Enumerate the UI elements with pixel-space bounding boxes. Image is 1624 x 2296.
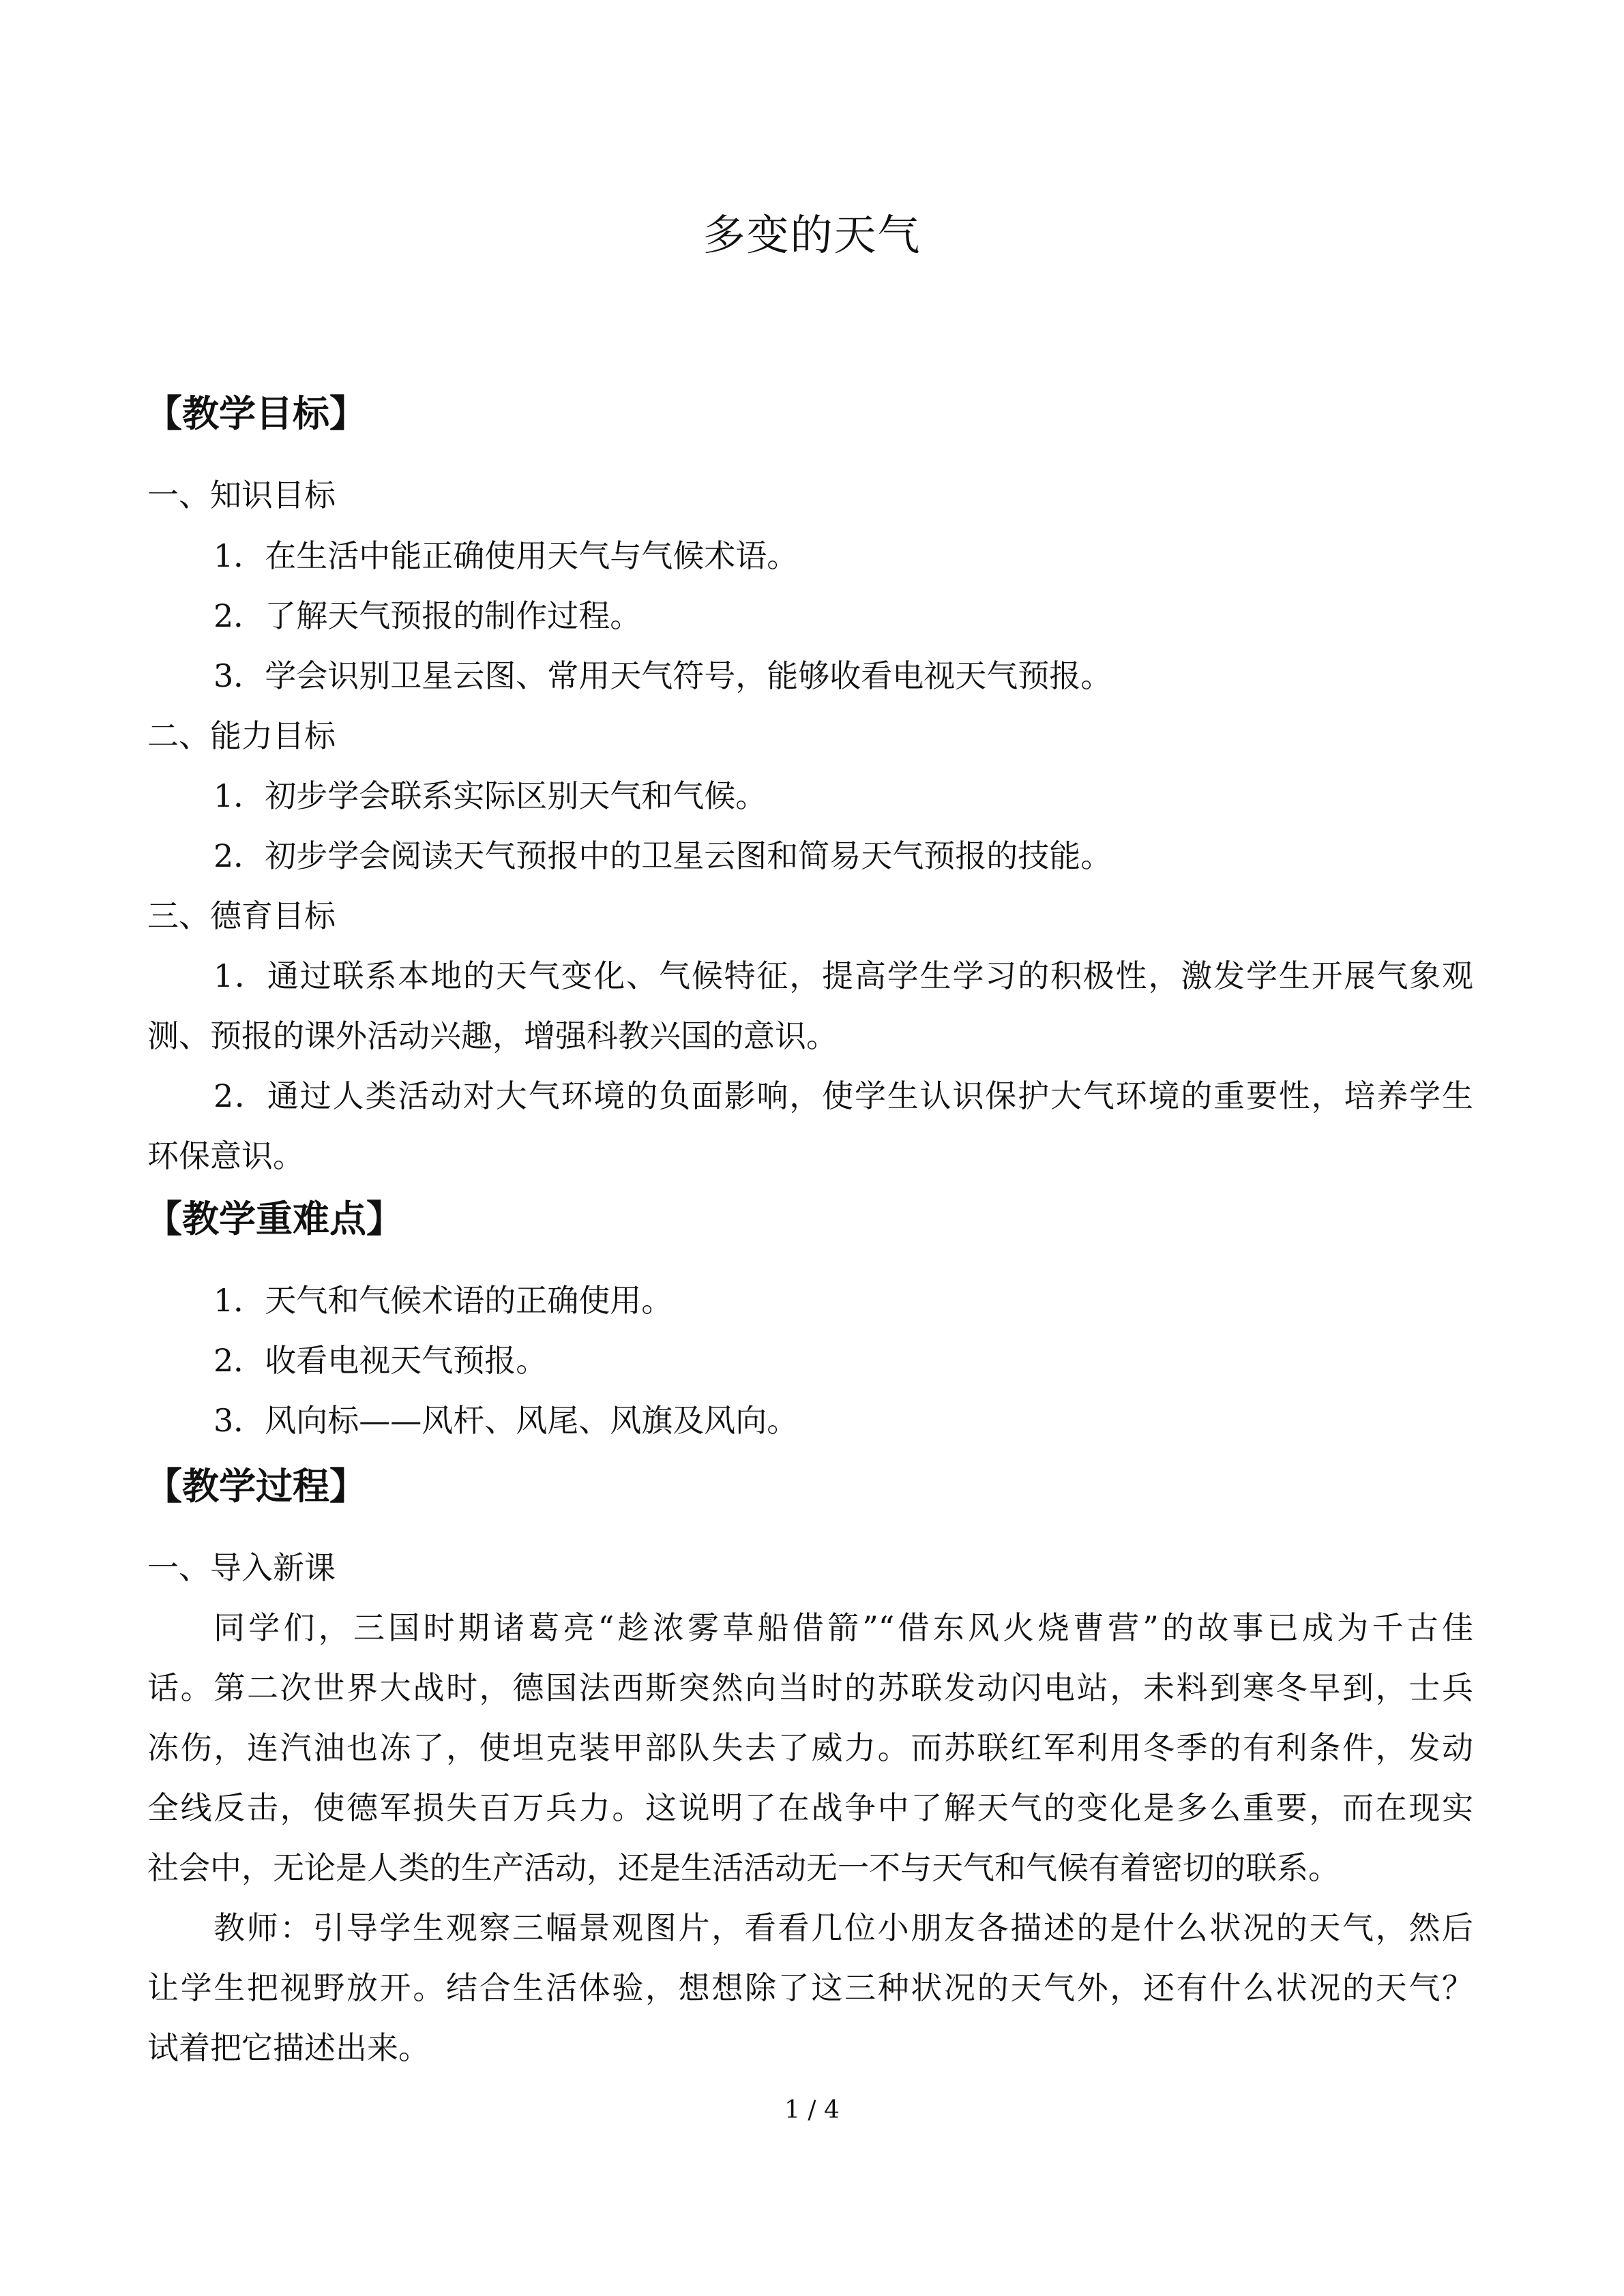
list-item: 2．收看电视天气预报。 (213, 1342, 548, 1379)
subsection-label-intro: 一、导入新课 (147, 1549, 336, 1586)
subsection-label-ability: 二、能力目标 (147, 717, 336, 754)
paragraph-line: 测、预报的课外活动兴趣，增强科教兴国的意识。 (147, 1017, 838, 1054)
paragraph-line: 1．通过联系本地的天气变化、气候特征，提高学生学习的积极性，激发学生开展气象观 (213, 957, 1473, 994)
list-item: 1．在生活中能正确使用天气与气候术语。 (213, 537, 799, 574)
paragraph-line: 试着把它描述出来。 (147, 2029, 430, 2066)
paragraph-line: 教师：引导学生观察三幅景观图片，看看几位小朋友各描述的是什么状况的天气，然后 (213, 1909, 1473, 1946)
list-item: 2．初步学会阅读天气预报中的卫星云图和简易天气预报的技能。 (213, 837, 1112, 874)
list-item: 3．学会识别卫星云图、常用天气符号，能够收看电视天气预报。 (213, 657, 1112, 694)
paragraph-line: 2．通过人类活动对大气环境的负面影响，使学生认识保护大气环境的重要性，培养学生 (213, 1077, 1473, 1114)
paragraph-line: 同学们，三国时期诸葛亮“趁浓雾草船借箭”“借东风火烧曹营”的故事已成为千古佳 (213, 1609, 1473, 1646)
list-item: 2．了解天气预报的制作过程。 (213, 597, 642, 634)
paragraph-line: 冻伤，连汽油也冻了，使坦克装甲部队失去了威力。而苏联红军利用冬季的有利条件，发动 (147, 1729, 1473, 1766)
subsection-label-moral: 三、德育目标 (147, 897, 336, 934)
paragraph-line: 环保意识。 (147, 1137, 304, 1174)
page-number: 1 / 4 (784, 2096, 840, 2124)
list-item: 1．初步学会联系实际区别天气和气候。 (213, 777, 767, 814)
section-heading-process: 【教学过程】 (145, 1465, 366, 1508)
paragraph-line: 话。第二次世界大战时，德国法西斯突然向当时的苏联发动闪电站，未料到寒冬早到，士兵 (147, 1669, 1473, 1706)
subsection-label-knowledge: 一、知识目标 (147, 477, 336, 513)
paragraph-line: 让学生把视野放开。结合生活体验，想想除了这三种状况的天气外，还有什么状况的天气？ (147, 1969, 1473, 2006)
paragraph-line: 社会中，无论是人类的生产活动，还是生活活动无一不与天气和气候有着密切的联系。 (147, 1849, 1340, 1886)
list-item: 3．风向标——风杆、风尾、风旗及风向。 (213, 1402, 799, 1439)
section-heading-keypoints: 【教学重难点】 (145, 1197, 403, 1240)
section-heading-objectives: 【教学目标】 (145, 392, 366, 435)
list-item: 1．天气和气候术语的正确使用。 (213, 1282, 673, 1319)
paragraph-line: 全线反击，使德军损失百万兵力。这说明了在战争中了解天气的变化是多么重要，而在现实 (147, 1789, 1473, 1826)
page-title: 多变的天气 (703, 210, 921, 260)
